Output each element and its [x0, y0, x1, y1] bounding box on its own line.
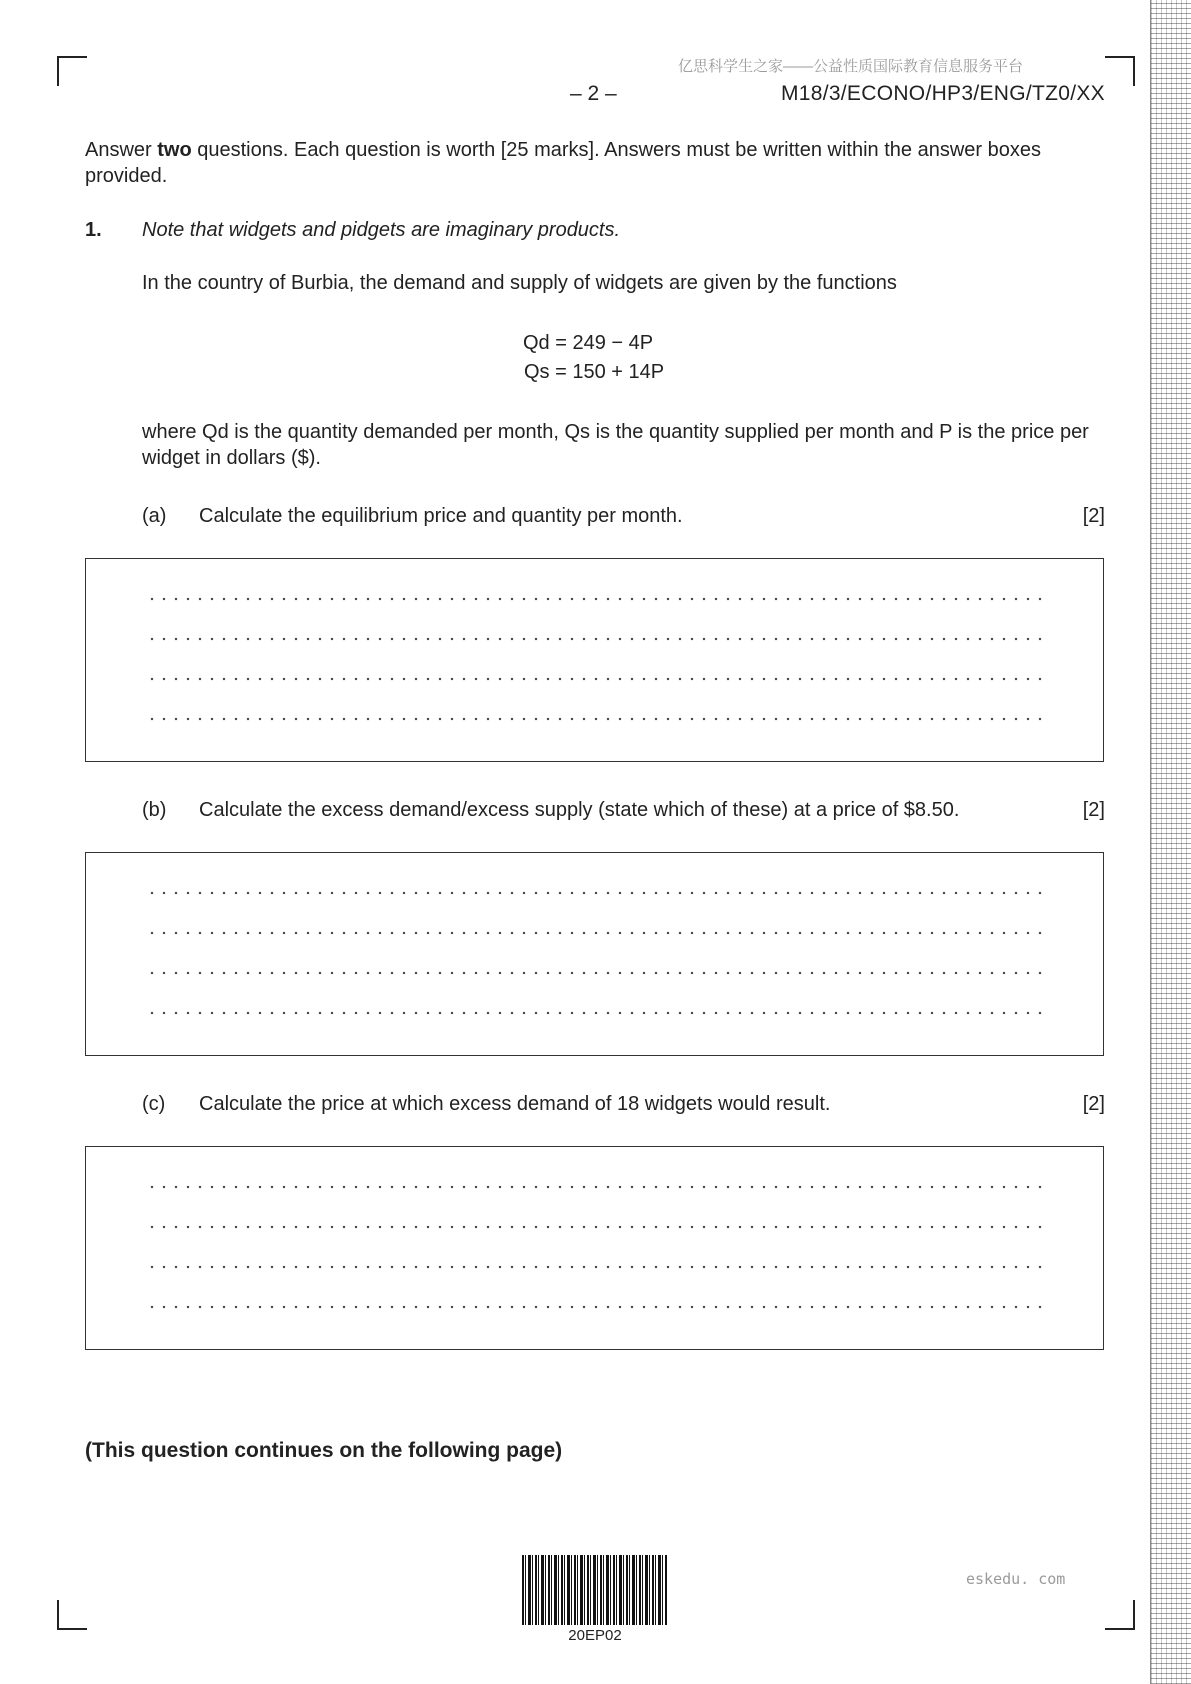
corner-mark-top-left [57, 56, 87, 86]
question-note: Note that widgets and pidgets are imaginary products. [142, 219, 621, 241]
barcode-bars [522, 1555, 668, 1625]
page-number: – 2 – [570, 82, 617, 105]
answer-box-b[interactable] [85, 852, 1104, 1056]
answer-line [146, 717, 1046, 721]
corner-mark-bottom-right [1105, 1600, 1135, 1630]
answer-line [146, 597, 1046, 601]
part-c-text: Calculate the price at which excess demand of 18 widgets would result. [199, 1093, 831, 1115]
footer-watermark: eskedu. com [966, 1570, 1066, 1588]
exam-code: M18/3/ECONO/HP3/ENG/TZ0/XX [780, 82, 1105, 105]
instructions: Answer two questions. Each question is worth [25 marks]. Answers must be written within the answer boxes provided. [85, 139, 1041, 187]
part-c-marks: [2] [1082, 1093, 1105, 1115]
part-a-marks: [2] [1082, 505, 1105, 527]
part-c-label: (c) [142, 1093, 166, 1115]
header-watermark: 亿思科学生之家——公益性质国际教育信息服务平台 [678, 58, 1024, 75]
question-definitions: where Qd is the quantity demanded per month, Qs is the quantity supplied per month and P is the price per widget in dollars ($). [142, 421, 1089, 469]
supply-equation: Qs = 150 + 14P [524, 361, 665, 383]
barcode-text: 20EP02 [568, 1627, 622, 1644]
answer-line [146, 1305, 1046, 1309]
answer-line [146, 677, 1046, 681]
question-number: 1. [85, 219, 102, 241]
barcode [522, 1555, 668, 1644]
answer-line [146, 1225, 1046, 1229]
answer-line [146, 971, 1046, 975]
answer-box-a[interactable] [85, 558, 1104, 762]
corner-mark-top-right [1105, 56, 1135, 86]
answer-line [146, 1185, 1046, 1189]
part-a-text: Calculate the equilibrium price and quantity per month. [199, 505, 683, 527]
part-b-marks: [2] [1082, 799, 1105, 821]
part-a-label: (a) [142, 505, 167, 527]
answer-box-c[interactable] [85, 1146, 1104, 1350]
continues-note: (This question continues on the following page) [85, 1439, 563, 1462]
part-b-label: (b) [142, 799, 167, 821]
page-edge-strip [1150, 0, 1191, 1684]
corner-mark-bottom-left [57, 1600, 87, 1630]
demand-equation: Qd = 249 − 4P [523, 332, 654, 354]
answer-line [146, 637, 1046, 641]
answer-line [146, 1265, 1046, 1269]
question-context: In the country of Burbia, the demand and supply of widgets are given by the functions [142, 272, 897, 294]
part-b-text: Calculate the excess demand/excess supply (state which of these) at a price of $8.50. [199, 799, 960, 821]
answer-line [146, 891, 1046, 895]
answer-line [146, 1011, 1046, 1015]
answer-line [146, 931, 1046, 935]
